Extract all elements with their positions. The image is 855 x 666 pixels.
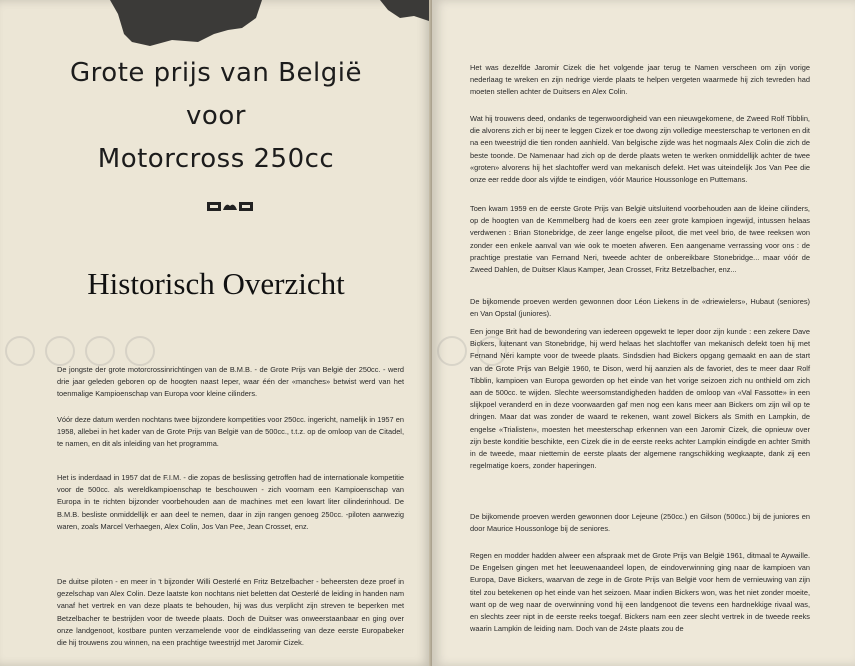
ornament-divider (207, 201, 253, 212)
right-paragraph: Het was dezelfde Jaromir Cizek die het volgende jaar terug te Namen verscheen om zijn vorige nederlaag te wreken en zijn nedrige vierde plaats te helpen vergeten waarmede hij zich tevreden had moeten stellen achter de Duitsers en Alex Colin. (470, 63, 810, 97)
title-line-2: voor (186, 101, 246, 131)
right-page (432, 0, 855, 666)
watermark-left (0, 333, 180, 373)
torn-top-edge (0, 0, 432, 60)
left-paragraph: Vóór deze datum werden nochtans twee bijzondere kompetities voor 250cc. ingericht, namelijk in 1957 en 1958, allebei in het kader van de Grote Prijs van België van de 500cc., t.t.z. op de omloop van de Citadel, te namen, en dit als inleiding van het programma. (57, 415, 404, 449)
right-paragraph: Een jonge Brit had de bewondering van iedereen opgewekt te Ieper door zijn kunde : een zekere Dave Bickers, luitenant van Stonebridge, hij werd helaas het slachtoffer van mekanisch defekt toen hij met Fernand Néri kampte voor de tweede plaats. Sindsdien had Bickers opgang gemaakt en aan de start van de Grote Prijs van België 1960, te Dison, werd hij aanzien als de favoriet, des te meer daar Rolf Tibblin, kampioen van Europa geworden op het einde van het vorige seizoen zich nu onthield om zich aan de 500cc. te wijden. Slechte weersomstandigheden hadden de omloop van «Val Fassotte» in een slijkpoel veranderd en in deze voorwaarden gaf men nog een kans meer aan Bickers om zijn wil op te dringen. Maar dat was zonder de waard te rekenen, want zowel Bickers als Smith en Lampkin, de engelse «Trialisten», moesten het meesterschap erkennen van een Jaromir Cizek, die opnieuw over zijn beste konditie beschikte, een Cizek die in de eerste reeks achter Lampkin eindigde en achter Smith in de tweede, maar niettemin de eerste plaats der algemene rangschikking wegkaapte, dank zij een regelmatige koers, zonder haperingen. (470, 327, 810, 471)
section-heading: Historisch Overzicht (87, 266, 345, 301)
right-paragraph: De bijkomende proeven werden gewonnen door Lejeune (250cc.) en Gilson (500cc.) bij de juniores en door Maurice Houssonloge bij de seniores. (470, 512, 810, 534)
watermark-right (432, 333, 532, 373)
title-line-3: Motorcross 250cc (97, 144, 335, 174)
left-paragraph: De duitse piloten - en meer in 't bijzonder Willi Oesterlé en Fritz Betzelbacher - beheersten deze proef in gezelschap van Alex Colin. Deze laatste kon nochtans niet beletten dat Oesterlé de leiding in handen nam vanaf het vertrek en van deze plaats te behouden, hij was dus verplicht zijn streven te beperken met Betzelbacher te bestrijden voor de tweede plaats. Doch de Duitser was onweerstaanbaar en ging over onze landgenoot, kostbare punten verzamelende voor de eindklassering van deze eerste Europabeker die hij trouwens zou winnen, na een prachtige tweestrijd met Jaromir Cizek. (57, 577, 404, 648)
right-paragraph: Regen en modder hadden alweer een afspraak met de Grote Prijs van België 1961, ditmaal te Aywaille. De Engelsen gingen met het leeuwenaandeel lopen, de eindoverwinning ging naar de kampioen van Europa, Dave Bickers, waarvan de zege in de Grote Prijs van België voor hem de vernieuwing van zijn titel zou betekenen op het einde van het seizoen. Maar indien Bickers won, was het niet zonder moeite, want op de weg naar de overwinning vond hij een landgenoot die tevens een hardnekkige rivaal was, en slechts zeer nipt in de eerste reeks toegaf. Bickers nam een zeer slecht vertrek in de tweede reeks waarin Lampkin de leiding nam. Doch van de 24ste plaats zou de (470, 551, 810, 634)
left-paragraph: De jongste der grote motorcrossinrichtingen van de B.M.B. - de Grote Prijs van België der 250cc. - werd drie jaar geleden geboren op de hoogten naast Ieper, waar één der «manches» betwist werd van het toenmalige Kampioenschap van Europa voor kleine cilinders. (57, 365, 404, 399)
right-paragraph: Toen kwam 1959 en de eerste Grote Prijs van België uitsluitend voorbehouden aan de kleine cilinders, op de hoogten van de Kemmelberg had de koers een zeer grote kampioen ingewijd, intussen helaas verdwenen : Brian Stonebridge, de zeer lange engelse piloot, die met veel brio, de twee reeksen won zonder een enkele aanval van wie ook te moeten afweren. Een aangename verrassing voor ons : de prachtige prestatie van Fernand Neri, tweede achter de onbereikbare Stonebridge... maar vóór de Zweed Dahlen, de Duitser Klaus Kamper, Jean Crosset, Fritz Betzelbacher, enz... (470, 204, 810, 275)
title-line-1: Grote prijs van België (70, 58, 362, 88)
right-paragraph: Wat hij trouwens deed, ondanks de tegenwoordigheid van een nieuwgekomene, de Zweed Rolf Tibblin, die alvorens zich er bij neer te leggen Cizek er toe dwong zijn volledige meesterschap te vertonen en dit na een tweestrijd die tien ronden aanhield. Van belgische zijde was het nogmaals Alex Colin die zich de beste toonde. De Namenaar had zich op de derde plaats weten te werken onmiddellijk achter de twee «groten» alvorens hij het slachtoffer werd van mekanisch defekt. Het was uiteindelijk Jos Van Pee die onze eer redde door als vijfde te eindigen, vóór Maurice Houssonloge en Puttemans. (470, 114, 810, 185)
right-paragraph: De bijkomende proeven werden gewonnen door Léon Liekens in de «driewielers», Hubaut (seniores) en Van Opstal (juniores). (470, 297, 810, 319)
left-paragraph: Het is inderdaad in 1957 dat de F.I.M. - die zopas de beslissing getroffen had de internationale kompetitie voor de 500cc. als wereldkampioenschap te beschouwen - zich voornam een Kampioenschap van Europa in te richten bijzonder voorbehouden aan de machines met een kwart liter cilinderinhoud. De B.M.B. besliste onmiddellijk er aan deel te nemen, daar in zijn rangen genoeg 250cc. -piloten aanwezig waren, zoals Marcel Verhaegen, Alex Colin, Jos Van Pee, Jean Crosset, enz. (57, 473, 404, 531)
